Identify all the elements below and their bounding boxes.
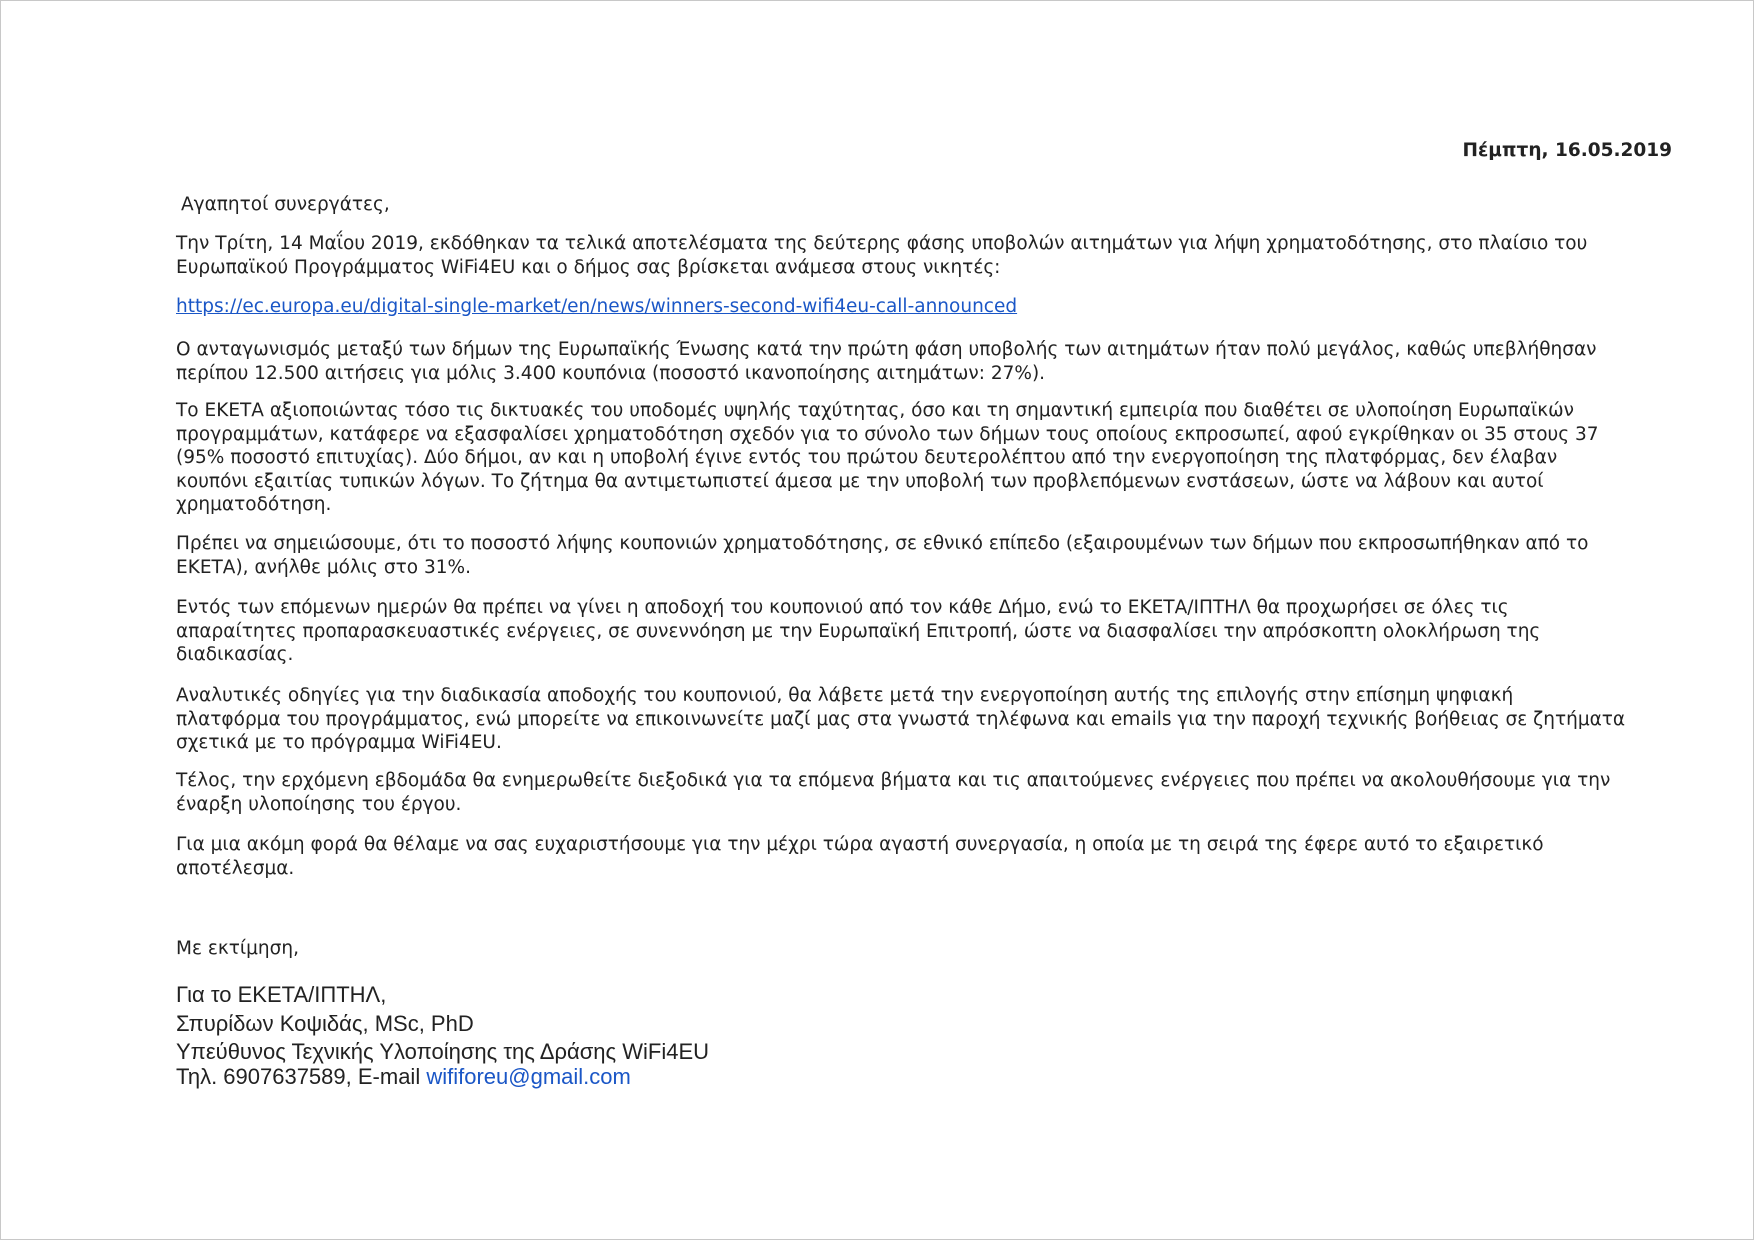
signature-org: Για το ΕΚΕΤΑ/ΙΠΤΗΛ, — [176, 982, 387, 1007]
paragraph-1-line-1: Την Τρίτη, 14 Μαΐου 2019, εκδόθηκαν τα τελικά αποτελέσματα της δεύτερης φάσης υποβολών αιτημάτων για λήψη χρηματοδότησης, στο πλαίσιο του — [176, 233, 1588, 254]
paragraph-7-line-2: έναρξη υλοποίησης του έργου. — [176, 793, 462, 815]
paragraph-4-line-1: Πρέπει να σημειώσουμε, ότι το ποσοστό λήψης κουπονιών χρηματοδότησης, σε εθνικό επίπεδο (εξαιρουμένων των δήμων που εκπροσωπήθηκαν από το — [176, 533, 1589, 554]
paragraph-3-line-4: κουπόνι εξαιτίας τυπικών λόγων. Το ζήτημα θα αντιμετωπιστεί άμεσα με την υποβολή των προβλεπόμενων ενστάσεων, ώστε να λάβουν και αυτοί — [176, 470, 1544, 492]
paragraph-5 — [176, 596, 1671, 667]
paragraph-4-line-2: ΕΚΕΤΑ), ανήλθε μόλις στο 31%. — [176, 556, 471, 578]
paragraph-3-line-5: χρηματοδότηση. — [176, 494, 332, 515]
paragraph-3 — [176, 399, 1671, 517]
paragraph-2 — [176, 338, 1671, 385]
paragraph-7-line-1: Τέλος, την ερχόμενη εβδομάδα θα ενημερωθείτε διεξοδικά για τα επόμενα βήματα και τις απαιτούμενες ενέργειες που πρέπει να ακολουθήσουμε για την — [176, 770, 1611, 791]
closing: Με εκτίμηση, — [176, 938, 299, 959]
paragraph-8-line-1: Για μια ακόμη φορά θα θέλαμε να σας ευχαριστήσουμε για την μέχρι τώρα αγαστή συνεργασία, η οποία με τη σειρά της έφερε αυτό το εξαιρετικό — [176, 834, 1544, 855]
signature-contact-clip — [176, 1064, 876, 1087]
paragraph-3-line-2: προγραμμάτων, κατάφερε να εξασφαλίσει χρηματοδότηση σχεδόν για το σύνολο των δήμων τους οποίους εκπροσωπεί, αφού εγκρίθηκαν οι 35 στους 37 — [176, 423, 1599, 445]
signature-role: Υπεύθυνος Τεχνικής Υλοποίησης της Δράσης WiFi4EU — [176, 1039, 710, 1064]
letter-date: Πέμπτη, 16.05.2019 — [1462, 140, 1672, 161]
paragraph-4 — [176, 532, 1671, 579]
announcement-link-line — [176, 296, 1017, 317]
date-clip — [1321, 140, 1672, 173]
signature-phone: Τηλ. 6907637589, E-mail — [176, 1064, 421, 1089]
paragraph-6-line-1: Αναλυτικές οδηγίες για την διαδικασία αποδοχής του κουπονιού, θα λάβετε μετά την ενεργοποίηση αυτής της επιλογής στην επίσημη ψηφιακή — [176, 685, 1514, 706]
paragraph-8-line-2: αποτέλεσμα. — [176, 857, 295, 879]
paragraph-1 — [176, 232, 1671, 279]
paragraph-6-line-2: πλατφόρμα του προγράμματος, ενώ μπορείτε να επικοινωνείτε μαζί μας στα γνωστά τηλέφωνα και emails για την παροχή τεχνικής βοήθειας σε ζητήματα — [176, 708, 1626, 730]
announcement-link[interactable]: https://ec.europa.eu/digital-single-market/en/news/winners-second-wifi4eu-call-announced — [176, 296, 1018, 317]
paragraph-3-line-1: Το ΕΚΕΤΑ αξιοποιώντας τόσο τις δικτυακές του υποδομές υψηλής ταχύτητας, όσο και τη σημαντική εμπειρία που διαθέτει σε υλοποίηση Ευρωπαϊκών — [176, 400, 1574, 421]
signature-name: Σπυρίδων Κοψιδάς, MSc, PhD — [176, 1010, 474, 1036]
paragraph-1-line-2: Ευρωπαϊκού Προγράμματος WiFi4EU και ο δήμος σας βρίσκεται ανάμεσα στους νικητές: — [176, 256, 1001, 278]
paragraph-6-line-3: σχετικά με το πρόγραμμα WiFi4EU. — [176, 732, 502, 753]
signature-block — [176, 981, 709, 1067]
signature-contact — [176, 1064, 631, 1090]
paragraph-5-line-1: Εντός των επόμενων ημερών θα πρέπει να γίνει η αποδοχή του κουπονιού από τον κάθε Δήμο, ενώ το ΕΚΕΤΑ/ΙΠΤΗΛ θα προχωρήσει σε όλες τις — [176, 597, 1509, 618]
paragraph-8 — [176, 833, 1671, 880]
paragraph-5-line-2: απαραίτητες προπαρασκευαστικές ενέργειες, σε συνεννόηση με την Ευρωπαϊκή Επιτροπή, ώστε να διασφαλίσει την απρόσκοπτη ολοκλήρωση της — [176, 620, 1541, 642]
paragraph-6 — [176, 684, 1671, 755]
paragraph-3-line-3: (95% ποσοστό επιτυχίας). Δύο δήμοι, αν και η υποβολή έγινε εντός του πρώτου δευτερολέπτου από την ενεργοποίηση της πλατφόρμας, δεν έλαβαν — [176, 447, 1558, 468]
signature-email-link[interactable]: wififoreu@gmail.com — [426, 1064, 631, 1089]
paragraph-5-line-3: διαδικασίας. — [176, 644, 294, 665]
paragraph-2-line-1: Ο ανταγωνισμός μεταξύ των δήμων της Ευρωπαϊκής Ένωσης κατά την πρώτη φάση υποβολής των αιτημάτων ήταν πολύ μεγάλος, καθώς υπεβλήθησαν — [176, 339, 1597, 360]
paragraph-7 — [176, 769, 1671, 816]
salutation: Αγαπητοί συνεργάτες, — [181, 194, 390, 215]
paragraph-2-line-2: περίπου 12.500 αιτήσεις για μόλις 3.400 κουπόνια (ποσοστό ικανοποίησης αιτημάτων: 27%). — [176, 362, 1046, 384]
